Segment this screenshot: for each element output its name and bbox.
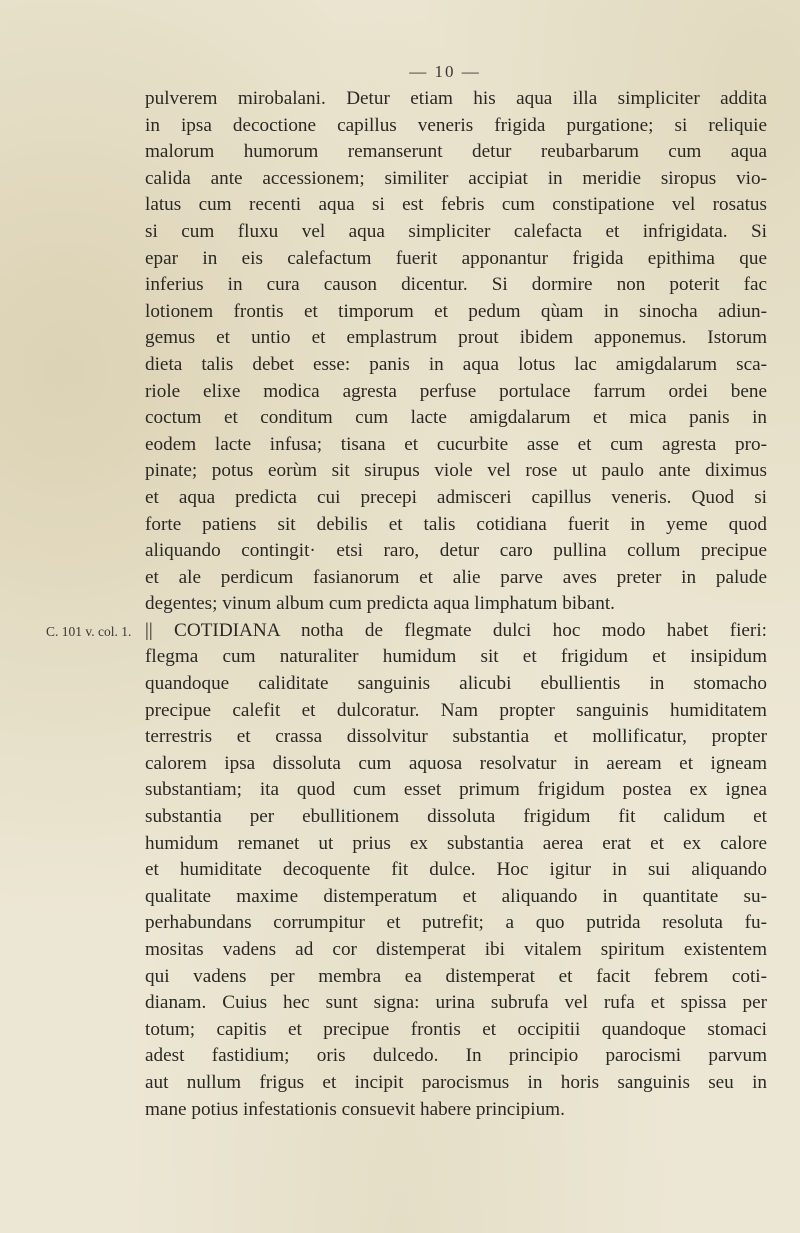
text-line: calida ante accessionem; similiter accipiat in meridie siropus vio-	[145, 167, 767, 189]
text-line: et aqua predicta cui precepi admisceri capillus veneris. Quod si	[145, 486, 767, 508]
text-line: pulverem mirobalani. Detur etiam his aqua illa simpliciter addita	[145, 88, 767, 109]
text-line: precipue calefit et dulcoratur. Nam propter sanguinis humiditatem	[145, 699, 767, 721]
text-line: epar in eis calefactum fuerit apponantur frigida epithima que	[145, 247, 767, 269]
text-line: mositas vadens ad cor distemperat ibi vitalem spiritum existentem	[145, 939, 767, 960]
text-line: forte patiens sit debilis et talis cotidiana fuerit in yeme quod	[145, 513, 767, 535]
page-number: — 10 —	[409, 62, 481, 81]
margin-note: C. 101 v. col. 1.	[46, 624, 132, 639]
text-line: pinate; potus eorùm sit sirupus viole vel rose ut paulo ante diximus	[145, 460, 767, 482]
text-line: in ipsa decoctione capillus veneris frigida purgatione; si reliquie	[145, 114, 767, 136]
text-line: degentes; vinum album cum predicta aqua limphatum bibant.	[145, 593, 615, 615]
text-line: humidum remanet ut prius ex substantia aerea erat et ex calore	[145, 832, 767, 854]
text-line: mane potius infestationis consuevit habere principium.	[145, 1098, 565, 1120]
text-line: perhabundans corrumpitur et putrefit; a quo putrida resoluta fu-	[145, 912, 767, 934]
text-line: dieta talis debet esse: panis in aqua lotus lac amigdalarum sca-	[145, 353, 767, 375]
text-line: gemus et untio et emplastrum prout ibidem apponemus. Istorum	[145, 327, 767, 349]
text-line: dianam. Cuius hec sunt signa: urina subrufa vel rufa et spissa per	[145, 992, 767, 1014]
text-line: qualitate maxime distemperatum et aliquando in quantitate su-	[145, 885, 767, 907]
text-line: quandoque caliditate sanguinis alicubi ebullientis in stomacho	[145, 673, 767, 695]
text-line: totum; capitis et precipue frontis et occipitii quandoque stomaci	[145, 1018, 767, 1040]
text-line: et ale perdicum fasianorum et alie parve aves preter in palude	[145, 566, 767, 588]
text-line: latus cum recenti aqua si est febris cum constipatione vel rosatus	[145, 194, 767, 216]
text-line: malorum humorum remanserunt detur reubarbarum cum aqua	[145, 141, 767, 163]
text-line: calorem ipsa dissoluta cum aquosa resolvatur in aeream et igneam	[145, 752, 767, 774]
text-block	[145, 86, 767, 1123]
text-line: coctum et conditum cum lacte amigdalarum et mica panis in	[145, 407, 767, 429]
text-line: || COTIDIANA notha de flegmate dulci hoc modo habet fieri:	[145, 619, 767, 641]
text-line: si cum fluxu vel aqua simpliciter calefacta et infrigidata. Si	[145, 220, 767, 242]
text-line: inferius in cura causon dicentur. Si dormire non poterit fac	[145, 274, 767, 296]
text-line: aliquando contingit· etsi raro, detur caro pullina collum precipue	[145, 540, 767, 562]
text-line: et humiditate decoquente fit dulce. Hoc igitur in sui aliquando	[145, 859, 767, 881]
text-line: terrestris et crassa dissolvitur substantia et mollificatur, propter	[145, 726, 767, 748]
text-line: substantia per ebullitionem dissoluta frigidum fit calidum et	[145, 806, 767, 828]
text-line: substantiam; ita quod cum esset primum frigidum postea ex ignea	[145, 779, 767, 801]
text-line: riole elixe modica agresta perfuse portulace farrum ordei bene	[145, 380, 767, 402]
text-line: adest fastidium; oris dulcedo. In principio parocismi parvum	[145, 1045, 767, 1067]
text-line: eodem lacte infusa; tisana et cucurbite asse et cum agresta pro-	[145, 433, 767, 455]
text-line: flegma cum naturaliter humidum sit et frigidum et insipidum	[145, 646, 767, 668]
text-line: qui vadens per membra ea distemperat et facit febrem coti-	[145, 965, 767, 987]
text-line: lotionem frontis et timporum et pedum qùam in sinocha adiun-	[145, 300, 767, 322]
text-line: aut nullum frigus et incipit parocismus in horis sanguinis seu in	[145, 1071, 767, 1093]
